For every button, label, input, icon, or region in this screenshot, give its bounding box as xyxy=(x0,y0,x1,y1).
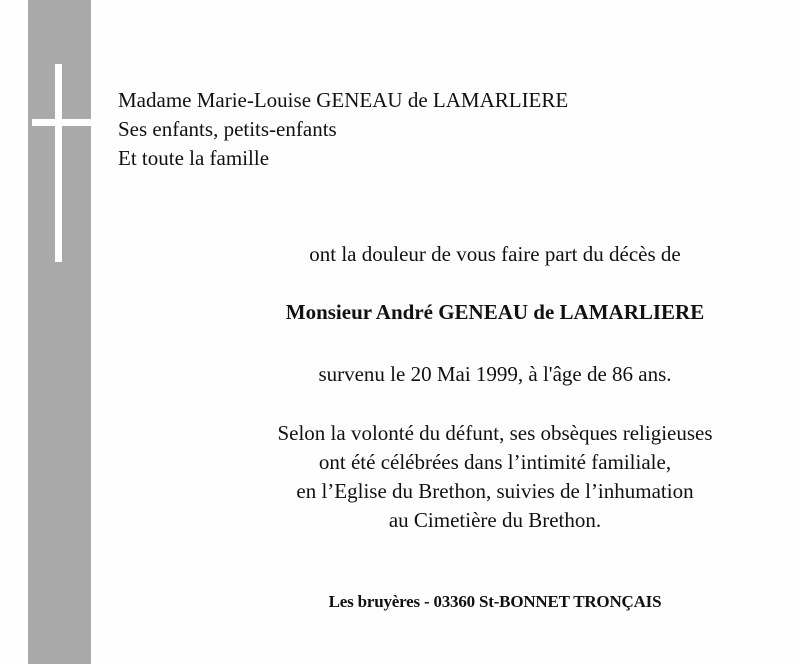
deceased-name: Monsieur André GENEAU de LAMARLIERE xyxy=(285,300,705,324)
ceremony-block xyxy=(205,419,785,535)
family-block xyxy=(118,86,568,173)
family-line-family: Et toute la famille xyxy=(118,146,270,170)
cross-horizontal-bar xyxy=(32,119,116,126)
ceremony-line-1: Selon la volonté du défunt, ses obsèques religieuses xyxy=(277,421,713,445)
address-line: Les bruyères - 03360 St-BONNET TRONÇAIS xyxy=(328,592,662,611)
side-band xyxy=(28,0,91,664)
death-info: survenu le 20 Mai 1999, à l'âge de 86 ans. xyxy=(318,362,672,386)
cross-vertical-bar xyxy=(55,64,62,262)
family-line-widow: Madame Marie-Louise GENEAU de LAMARLIERE xyxy=(118,88,569,112)
cross-icon xyxy=(28,0,91,664)
ceremony-line-2: ont été célébrées dans l’intimité familiale, xyxy=(318,450,672,474)
announcement-text: ont la douleur de vous faire part du décès de xyxy=(309,242,681,266)
family-line-children: Ses enfants, petits-enfants xyxy=(118,117,337,141)
ceremony-line-4: au Cimetière du Brethon. xyxy=(388,508,602,532)
ceremony-line-3: en l’Eglise du Brethon, suivies de l’inhumation xyxy=(296,479,694,503)
